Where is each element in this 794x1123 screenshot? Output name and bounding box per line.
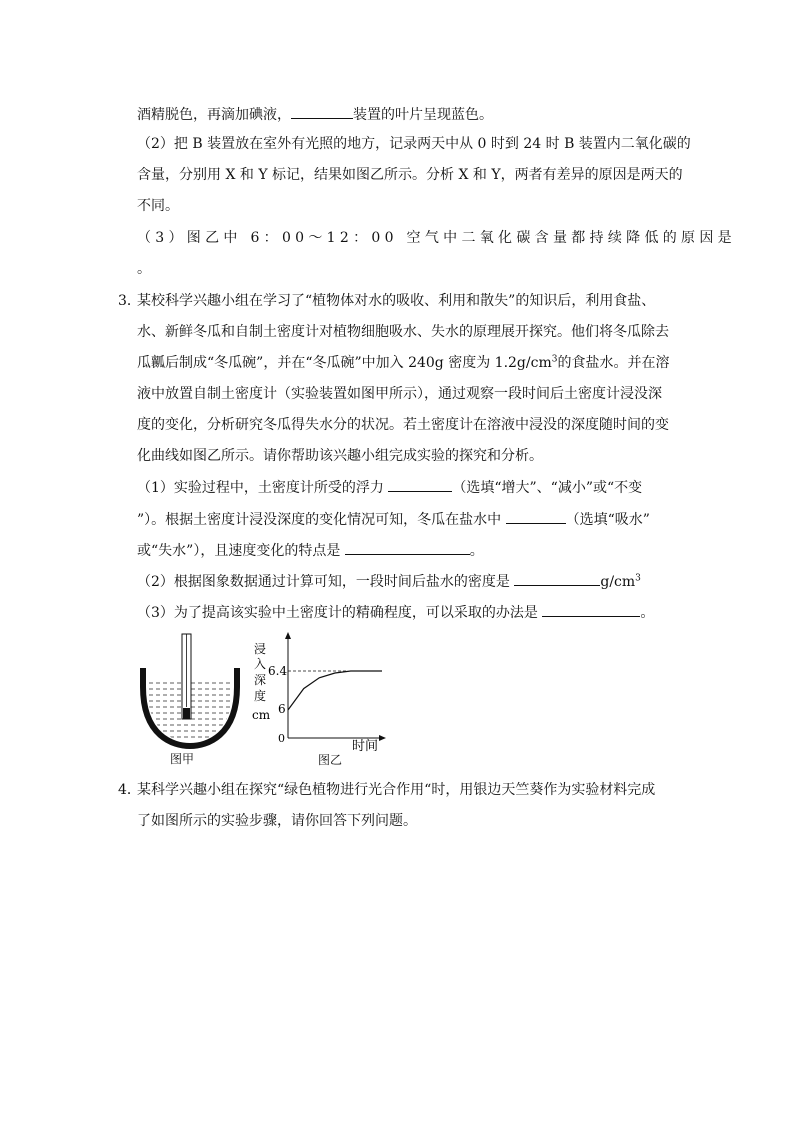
x-axis-label: 时间 [352, 739, 379, 754]
text-line: 。 [137, 261, 151, 277]
sub-question-1: （1）实验过程中，土密度计所受的浮力 （选填“增大”、“减小”或“不变 [137, 477, 642, 498]
question-text-line: 某校科学兴趣小组在学习了“植物体对水的吸收、利用和散失”的知识后，利用食盐、 [137, 293, 656, 309]
origin-label: 0 [278, 732, 285, 745]
question-number: 3． [118, 293, 141, 309]
y-axis-label-char: 浸 [254, 642, 267, 656]
question-text-line: 瓜瓤后制成“冬瓜碗”，并在“冬瓜碗”中加入 240g 密度为 $1.2g/cm^3$的食盐水。并在溶 [137, 354, 670, 371]
answer-blank[interactable] [506, 509, 566, 524]
question-text-line: 度的变化，分析研究冬瓜得失水分的状况。若土密度计在溶液中浸没的深度随时间的变 [137, 417, 669, 433]
y-axis-label-char: 深 [254, 673, 267, 687]
text-line: 含量，分别用 X 和 Y 标记，结果如图乙所示。分析 X 和 Y，两者有差异的原因是两天的 [137, 167, 683, 183]
question-text-line: 某科学兴趣小组在探究“绿色植物进行光合作用“时，用银边天竺葵作为实验材料完成 [137, 782, 656, 798]
question-text-line: 化曲线如图乙所示。请你帮助该兴趣小组完成实验的探究和分析。 [137, 448, 543, 464]
y-axis-arrow [285, 632, 291, 639]
y-axis-label-char: 度 [254, 689, 267, 703]
text-line: （3）图乙中 6：00～12：00 空气中二氧化碳含量都持续降低的原因是 [137, 230, 736, 246]
sub-question-1-cont: 或“失水”），且速度变化的特点是 。 [137, 540, 484, 561]
hydrometer-weight [183, 708, 190, 719]
text-line: 酒精脱色，再滴加碘液， 装置的叶片呈现蓝色。 [137, 104, 493, 125]
sub-question-2: （2）根据图象数据通过计算可知，一段时间后盐水的密度是 $g/cm^3$ [137, 571, 641, 592]
answer-blank[interactable] [542, 602, 640, 617]
question-text-line: 了如图所示的实验步骤，请你回答下列问题。 [137, 813, 417, 829]
answer-blank[interactable] [291, 104, 353, 119]
question-text-line: 液中放置自制土密度计（实验装置如图甲所示），通过观察一段时间后土密度计浸没深 [137, 386, 662, 402]
figure-yi-caption: 图乙 [318, 753, 343, 767]
question-text-line: 水、新鲜冬瓜和自制土密度计对植物细胞吸水、失水的原理展开探究。他们将冬瓜除去 [137, 324, 669, 340]
sub-question-1-cont: ”）。根据土密度计浸没深度的变化情况可知，冬瓜在盐水中 （选填“吸水” [137, 509, 650, 530]
y-axis-label-char: cm [252, 708, 271, 722]
figure-jia [135, 632, 245, 752]
y-tick-label: 6.4 [268, 664, 288, 678]
y-tick-label: 6 [278, 702, 286, 716]
answer-blank[interactable] [345, 540, 470, 555]
figure-jia-caption: 图甲 [170, 752, 195, 766]
question-number: 4． [118, 782, 141, 798]
y-axis-label-char: 入 [254, 657, 267, 671]
series-line [288, 671, 382, 710]
answer-blank[interactable] [388, 477, 452, 492]
x-axis-arrow [379, 735, 386, 741]
sub-question-3: （3）为了提高该实验中土密度计的精确程度，可以采取的办法是 。 [137, 602, 654, 623]
figure-yi-chart [248, 630, 388, 755]
text-line: （2）把 B 装置放在室外有光照的地方，记录两天中从 0 时到 24 时 B 装置内二氧化碳的 [137, 136, 691, 152]
text-line: 不同。 [137, 198, 179, 214]
answer-blank[interactable] [514, 571, 600, 586]
